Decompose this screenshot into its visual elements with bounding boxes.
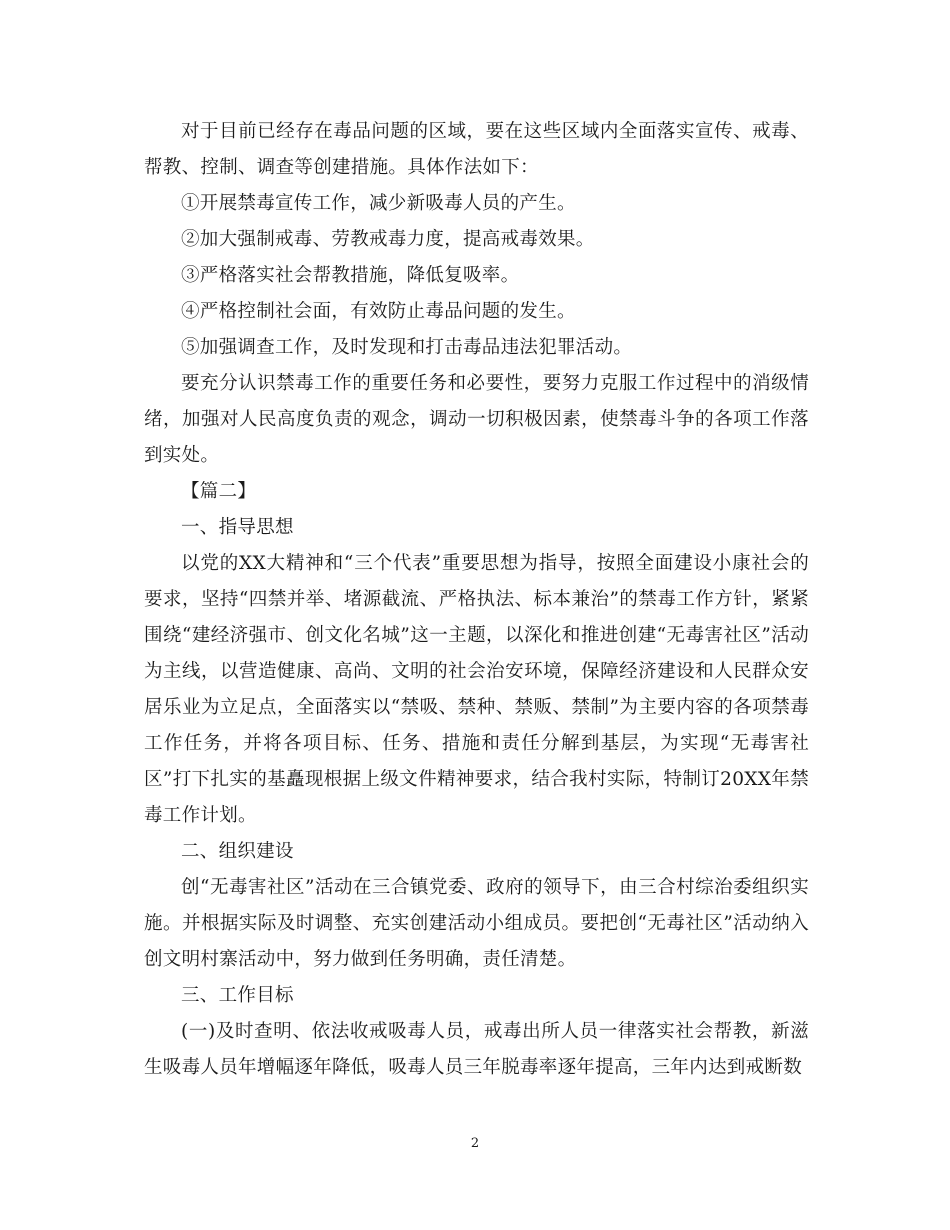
page-number: 2 — [470, 1136, 480, 1151]
list-item-2: ②加大强制戒毒、劳教戒毒力度，提高戒毒效果。 — [181, 229, 595, 250]
heading-work-goals: 三、工作目标 — [181, 985, 294, 1006]
paragraph-guiding-ideology: 以党的XX大精神和“三个代表”重要思想为指导，按照全面建设小康社会的要求，坚持“四禁并举、堵源截流、严格执法、标本兼治”的禁毒工作方针，紧紧围绕“建经济强市、创文化名城”这一主题，以深化和推进创建“无毒害社区”活动为主线，以营造健康、高尚、文明的社会治安环境，保障经济建设和人民群众安居乐业为立足点，全面落实以“禁吸、禁种、禁贩、禁制”为主要内容的各项禁毒工作任务，并将各项目标、任务、措施和责任分解到基层，为实现“无毒害社区”打下扎实的基矗现根据上级文件精神要求，结合我村实际，特制订20XX年禁毒工作计划。 — [144, 553, 809, 826]
document-body — [144, 114, 809, 1086]
paragraph-intro: 对于目前已经存在毒品问题的区域，要在这些区域内全面落实宣传、戒毒、帮教、控制、调查等创建措施。具体作法如下： — [144, 121, 809, 178]
section-title-part-two: 【篇二】 — [181, 481, 257, 502]
paragraph-organization: 创“无毒害社区”活动在三合镇党委、政府的领导下，由三合村综治委组织实施。并根据实际及时调整、充实创建活动小组成员。要把创“无毒社区”活动纳入创文明村寨活动中，努力做到任务明确，责任清楚。 — [144, 877, 809, 970]
list-item-5: ⑤加强调查工作，及时发现和打击毒品违法犯罪活动。 — [181, 337, 633, 358]
heading-organization: 二、组织建设 — [181, 841, 294, 862]
paragraph-work-goals-1: (一)及时查明、依法收戒吸毒人员，戒毒出所人员一律落实社会帮教，新滋生吸毒人员年增幅逐年降低，吸毒人员三年脱毒率逐年提高，三年内达到戒断数 — [144, 1021, 809, 1078]
list-item-1: ①开展禁毒宣传工作，减少新吸毒人员的产生。 — [181, 193, 576, 214]
heading-guiding-ideology: 一、指导思想 — [181, 517, 294, 538]
list-item-4: ④严格控制社会面，有效防止毒品问题的发生。 — [181, 301, 576, 322]
list-item-3: ③严格落实社会帮教措施，降低复吸率。 — [181, 265, 520, 286]
paragraph-summary: 要充分认识禁毒工作的重要任务和必要性，要努力克服工作过程中的消级情绪，加强对人民高度负责的观念，调动一切积极因素，使禁毒斗争的各项工作落到实处。 — [144, 373, 809, 466]
